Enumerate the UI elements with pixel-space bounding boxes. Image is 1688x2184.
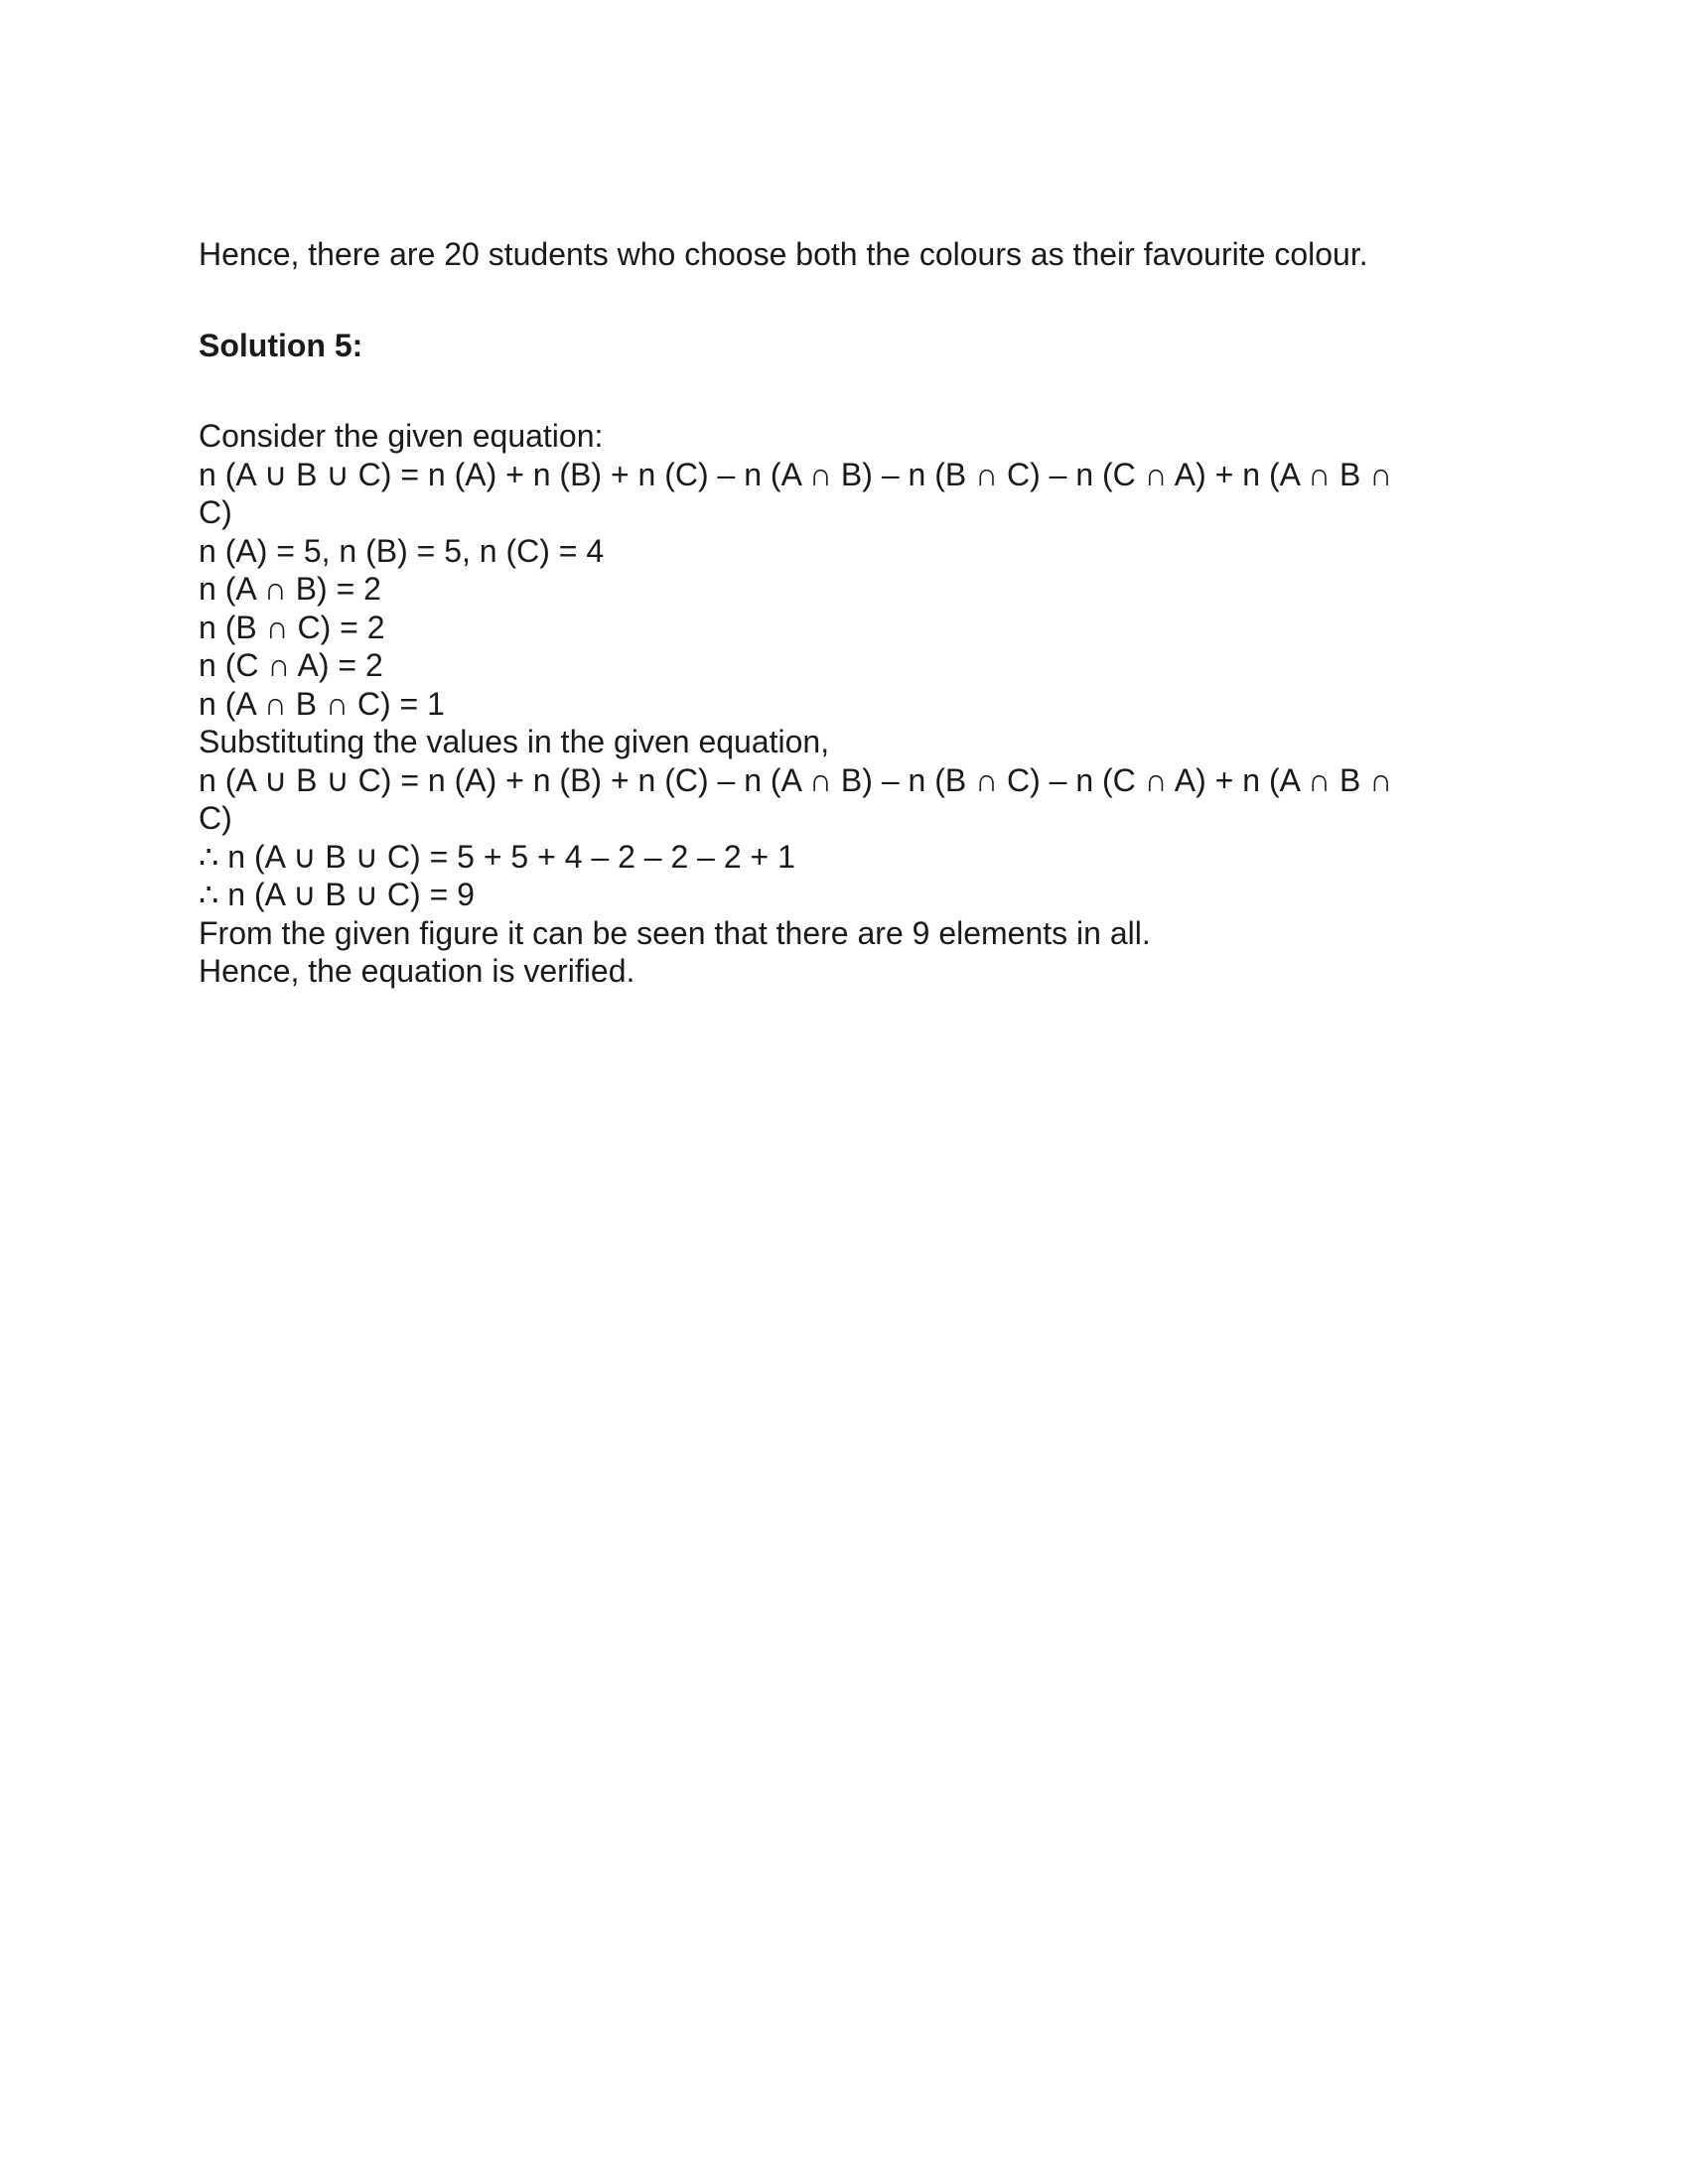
solution-line: ∴ n (A ∪ B ∪ C) = 5 + 5 + 4 – 2 – 2 – 2 + 1 (199, 838, 795, 875)
solution-line: From the given figure it can be seen that there are 9 elements in all. (199, 914, 1151, 951)
solution-line: Hence, the equation is verified. (199, 953, 635, 989)
solution-line: n (C ∩ A) = 2 (199, 647, 383, 683)
solution-line: n (B ∩ C) = 2 (199, 609, 385, 645)
intro-paragraph: Hence, there are 20 students who choose both the colours as their favourite colour. (199, 236, 1368, 272)
solution-line: ∴ n (A ∪ B ∪ C) = 9 (199, 877, 475, 912)
solution-line: n (A) = 5, n (B) = 5, n (C) = 4 (199, 532, 605, 569)
solution-line: n (A ∪ B ∪ C) = n (A) + n (B) + n (C) – n (A ∩ B) – n (B ∩ C) – n (C ∩ A) + n (A ∩ B ∩ (199, 456, 1393, 492)
solution-line: Consider the given equation: (199, 418, 604, 454)
solution-line: n (A ∪ B ∪ C) = n (A) + n (B) + n (C) – n (A ∩ B) – n (B ∩ C) – n (C ∩ A) + n (A ∩ B ∩ (199, 761, 1393, 798)
solution-line: n (A ∩ B ∩ C) = 1 (199, 685, 445, 722)
solution-line: C) (199, 800, 232, 836)
solution-line: n (A ∩ B) = 2 (199, 571, 381, 607)
solution-heading: Solution 5: (199, 328, 363, 363)
solution-line: C) (199, 494, 232, 530)
solution-body (199, 417, 1489, 991)
solution-line: Substituting the values in the given equation, (199, 724, 830, 759)
